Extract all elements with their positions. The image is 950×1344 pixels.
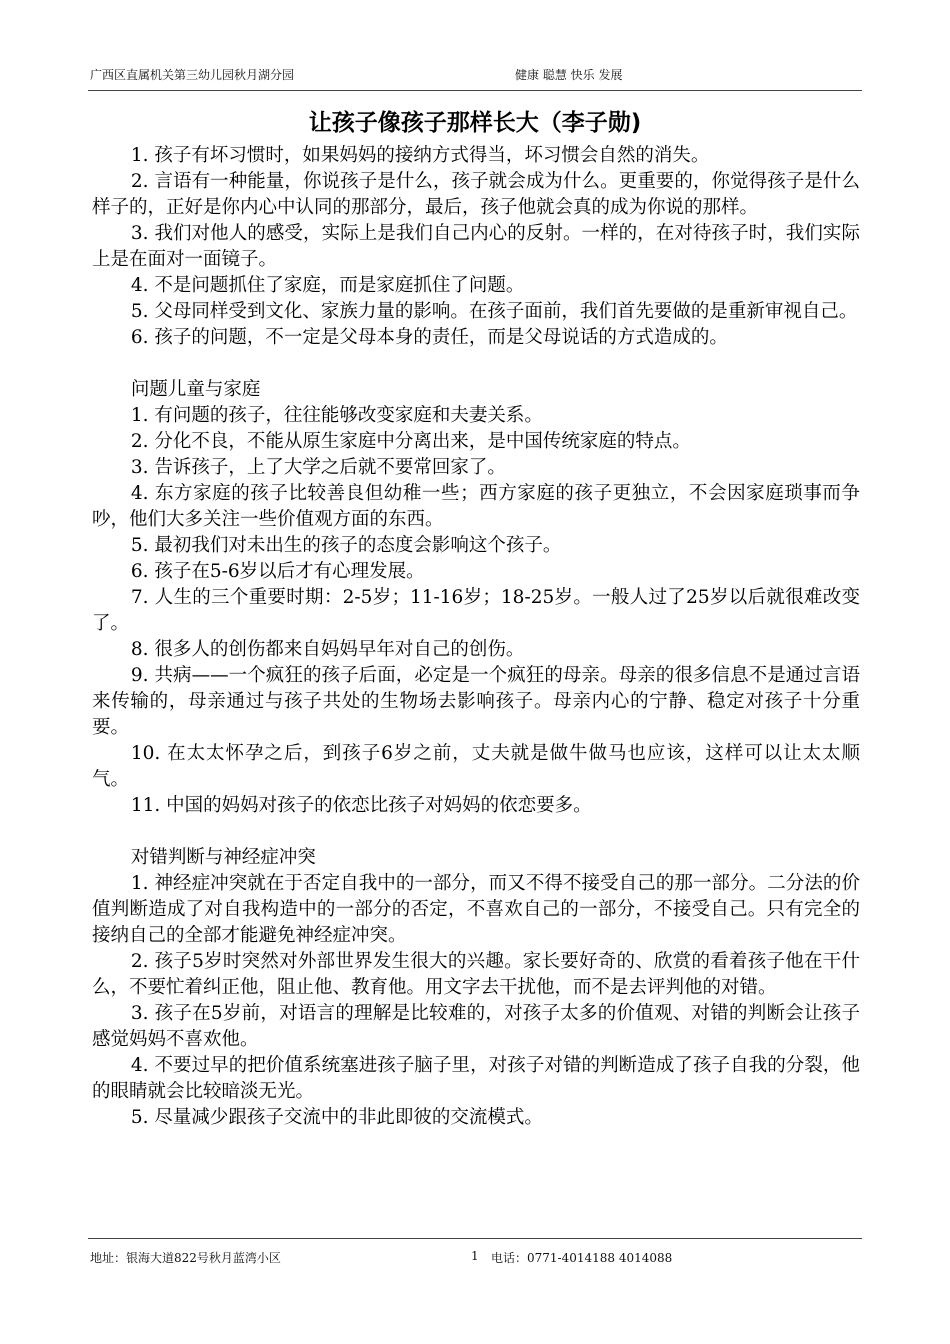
paragraph: 2. 分化不良，不能从原生家庭中分离出来，是中国传统家庭的特点。 (130, 431, 691, 452)
paragraph: 6. 孩子的问题，不一定是父母本身的责任，而是父母说话的方式造成的。 (130, 327, 728, 348)
paragraph: 7. 人生的三个重要时期：2-5岁；11-16岁；18-25岁。一般人过了25岁以后就很难改变了。 (92, 587, 860, 634)
paragraph: 4. 不是问题抓住了家庭，而是家庭抓住了问题。 (130, 275, 525, 296)
footer-divider (88, 1238, 862, 1239)
paragraph: 4. 东方家庭的孩子比较善良但幼稚一些；西方家庭的孩子更独立，不会因家庭琐事而争吵，他们大多关注一些价值观方面的东西。 (92, 483, 860, 530)
header-organization: 广西区直属机关第三幼儿园秋月湖分园 (90, 68, 295, 82)
header-motto: 健康 聪慧 快乐 发展 (515, 68, 623, 82)
paragraph: 8. 很多人的创伤都来自妈妈早年对自己的创伤。 (130, 639, 525, 660)
footer-phone: 电话：0771-4014188 4014088 (491, 1251, 673, 1265)
paragraph: 1. 孩子有坏习惯时，如果妈妈的接纳方式得当，坏习惯会自然的消失。 (130, 145, 710, 166)
page-number: 1 (471, 1249, 479, 1263)
paragraph: 2. 言语有一种能量，你说孩子是什么，孩子就会成为什么。更重要的，你觉得孩子是什么样子的，正好是你内心中认同的那部分，最后，孩子他就会真的成为你说的那样。 (92, 171, 860, 218)
paragraph: 1. 神经症冲突就在于否定自我中的一部分，而又不得不接受自己的那一部分。二分法的价值判断造成了对自我构造中的一部分的否定，不喜欢自己的一部分，不接受自己。只有完全的接纳自己的全部才能避免神经症冲突。 (92, 873, 860, 946)
section-heading: 对错判断与神经症冲突 (130, 847, 316, 868)
paragraph: 5. 尽量减少跟孩子交流中的非此即彼的交流模式。 (130, 1107, 543, 1128)
paragraph: 9. 共病——一个疯狂的孩子后面，必定是一个疯狂的母亲。母亲的很多信息不是通过言语来传输的，母亲通过与孩子共处的生物场去影响孩子。母亲内心的宁静、稳定对孩子十分重要。 (92, 665, 860, 738)
paragraph: 6. 孩子在5-6岁以后才有心理发展。 (130, 561, 425, 582)
paragraph: 2. 孩子5岁时突然对外部世界发生很大的兴趣。家长要好奇的、欣赏的看着孩子他在干什么，不要忙着纠正他，阻止他、教育他。用文字去干扰他，而不是去评判他的对错。 (92, 951, 860, 998)
paragraph: 5. 最初我们对未出生的孩子的态度会影响这个孩子。 (130, 535, 562, 556)
paragraph: 3. 孩子在5岁前，对语言的理解是比较难的，对孩子太多的价值观、对错的判断会让孩子感觉妈妈不喜欢他。 (92, 1003, 860, 1050)
paragraph: 5. 父母同样受到文化、家族力量的影响。在孩子面前，我们首先要做的是重新审视自己。 (130, 301, 858, 322)
paragraph: 4. 不要过早的把价值系统塞进孩子脑子里，对孩子对错的判断造成了孩子自我的分裂，他的眼睛就会比较暗淡无光。 (92, 1055, 860, 1102)
header-divider (88, 90, 862, 91)
footer-address: 地址：银海大道822号秋月蓝湾小区 (90, 1251, 281, 1265)
section-heading: 问题儿童与家庭 (130, 379, 261, 400)
document-title: 让孩子像孩子那样长大（李子勋) (308, 110, 642, 136)
paragraph: 3. 告诉孩子，上了大学之后就不要常回家了。 (130, 457, 506, 478)
paragraph: 11. 中国的妈妈对孩子的依恋比孩子对妈妈的依恋要多。 (130, 795, 592, 816)
paragraph: 10. 在太太怀孕之后，到孩子6岁之前，丈夫就是做牛做马也应该，这样可以让太太顺气。 (92, 743, 860, 790)
document-body (92, 143, 860, 1131)
paragraph: 1. 有问题的孩子，往往能够改变家庭和夫妻关系。 (130, 405, 543, 426)
paragraph: 3. 我们对他人的感受，实际上是我们自己内心的反射。一样的，在对待孩子时，我们实际上是在面对一面镜子。 (92, 223, 860, 270)
